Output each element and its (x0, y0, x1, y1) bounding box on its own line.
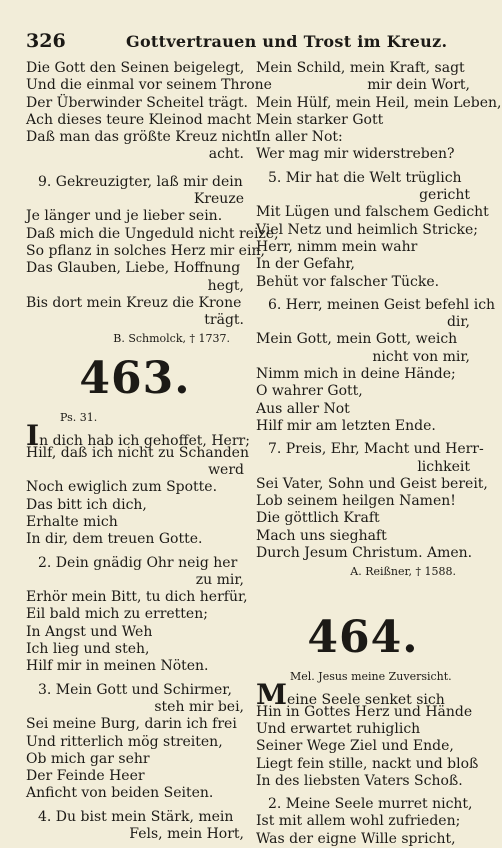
verse-line: Ist mit allem wohl zufrieden; (256, 813, 461, 830)
verse-line: 2. Dein gnädig Ohr neig her (38, 554, 238, 571)
verse-line: 4. Du bist mein Stärk, mein (38, 808, 234, 825)
verse-line: Die göttlich Kraft (256, 510, 380, 527)
verse-line: Erhalte mich (26, 513, 118, 530)
verse-line-overflow: Kreuze (193, 191, 244, 208)
hymn-number: 464. (307, 612, 419, 664)
verse-line: Seiner Wege Ziel und Ende, (256, 738, 454, 755)
verse-line: Aus aller Not (256, 400, 350, 417)
verse-line: n dich hab ich gehoffet, Herr; (39, 433, 250, 450)
verse-line: 2. Meine Seele murret nicht, (268, 796, 473, 813)
verse-line: Mein starker Gott (256, 111, 384, 128)
verse-line: Hin in Gottes Herz und Hände (256, 703, 473, 720)
verse-line: O wahrer Gott, (256, 383, 363, 400)
verse-line: Je länger und je lieber sein. (26, 208, 223, 225)
verse-line: In aller Not: (256, 129, 343, 146)
verse-line: Der Überwinder Scheitel trägt. (26, 94, 249, 111)
verse-line: Sei Vater, Sohn und Geist bereit, (256, 475, 488, 492)
hymn-464-verse-2 (256, 796, 473, 848)
verse-line: Eil bald mich zu erretten; (26, 606, 208, 623)
verse-line: In des liebsten Vaters Schoß. (256, 772, 463, 789)
running-title: Gottvertrauen und Trost im Kreuz. (126, 32, 448, 51)
verse-9 (26, 173, 279, 330)
verse-line-overflow: hegt, (207, 277, 244, 294)
verse-line: Sei meine Burg, darin ich frei (26, 716, 237, 733)
verse-line: Ich lieg und steh, (26, 641, 150, 658)
hymn-463-verse-4-continuation (256, 60, 502, 164)
right-column (256, 60, 502, 848)
verse-line: In dir, dem treuen Gotte. (26, 531, 203, 548)
verse-line: 9. Gekreuzigter, laß mir dein (38, 173, 243, 190)
verse-line: Die Gott den Seinen beigelegt, (26, 60, 245, 76)
verse-line: Mein Gott, mein Gott, weich (256, 331, 458, 348)
verse-line: Und die einmal vor seinem Throne (26, 77, 272, 94)
verse-line-overflow: dir, (446, 314, 470, 331)
verse-line-overflow: mir dein Wort, (367, 77, 470, 94)
hymn-463-verse-7 (256, 441, 488, 562)
hymn-463-verse-2 (26, 554, 248, 676)
verse-line: Hilf mir in meinen Nöten. (26, 658, 209, 675)
verse-line: Hilf, daß ich nicht zu Schanden (26, 444, 249, 461)
verse-line: Anficht von beiden Seiten. (26, 785, 214, 802)
verse-line: In Angst und Weh (26, 623, 153, 640)
verse-line-overflow: gericht (419, 187, 470, 204)
hymn-463-verse-5 (256, 169, 489, 291)
verse-line: Behüt vor falscher Tücke. (256, 273, 440, 290)
author-attribution: A. Reißner, † 1588. (350, 565, 456, 579)
drop-cap: M (256, 678, 287, 712)
verse-line: In der Gefahr, (256, 256, 356, 273)
page-number: 326 (26, 30, 66, 52)
verse-line: Mein Schild, mein Kraft, sagt (256, 60, 465, 76)
verse-line: Erhör mein Bitt, tu dich herfür, (26, 589, 248, 606)
verse-line: Und erwartet ruhiglich (256, 720, 421, 737)
verse-line: Daß mich die Ungeduld nicht reize, (26, 225, 279, 242)
psalm-reference: Ps. 31. (60, 411, 98, 425)
verse-line: Mit Lügen und falschem Gedicht (256, 204, 489, 221)
verse-line: 6. Herr, meinen Geist befehl ich (268, 296, 496, 313)
page-header (26, 30, 466, 54)
verse-line: 3. Mein Gott und Schirmer, (38, 681, 232, 698)
verse-line: Das Glauben, Liebe, Hoffnung (26, 260, 241, 277)
verse-line: Ach dieses teure Kleinod macht (26, 111, 252, 128)
left-column (26, 60, 279, 843)
verse-line: So pflanz in solches Herz mir ein, (26, 242, 265, 259)
verse-line: Lob seinem heilgen Namen! (256, 493, 456, 510)
verse-line-overflow: trägt. (204, 312, 244, 329)
verse-line-overflow: nicht von mir, (372, 348, 470, 365)
verse-line: Nimm mich in deine Hände; (256, 366, 456, 383)
verse-line-overflow: steh mir bei, (154, 698, 244, 715)
hymn-463-verse-1 (26, 419, 250, 548)
verse-line-overflow: lichkeit (417, 458, 470, 475)
verse-line: Noch ewiglich zum Spotte. (26, 479, 218, 496)
verse-line: Viel Netz und heimlich Stricke; (256, 221, 479, 238)
verse-line: Ob mich gar sehr (26, 750, 150, 767)
verse-line: 7. Preis, Ehr, Macht und Herr- (268, 441, 484, 458)
verse-line: Was der eigne Wille spricht, (256, 830, 456, 847)
verse-line: Bis dort mein Kreuz die Krone (26, 294, 242, 311)
hymn-463-verse-3 (26, 682, 244, 803)
verse-line: Und ritterlich mög streiten, (26, 733, 223, 750)
verse-line-overflow: werd (208, 462, 244, 479)
hymn-number: 463. (79, 353, 191, 405)
author-attribution: B. Schmolck, † 1737. (113, 332, 230, 346)
verse-line-overflow: Fels, mein Hort, (129, 825, 244, 842)
verse-line: Liegt fein stille, nackt und bloß (256, 755, 479, 772)
verse-line: Das bitt ich dich, (26, 496, 147, 513)
hymn-463-verse-4 (26, 809, 244, 844)
verse-line: 5. Mir hat die Welt trüglich (268, 169, 462, 186)
verse-8-continuation (26, 60, 272, 164)
drop-cap: I (26, 419, 40, 453)
verse-line: Mein Hülf, mein Heil, mein Leben, (256, 94, 502, 111)
hymn-463-verse-6 (256, 296, 496, 435)
verse-line: Durch Jesum Christum. Amen. (256, 545, 473, 562)
verse-line: Der Feinde Heer (26, 768, 145, 785)
verse-line: Daß man das größte Kreuz nicht (26, 129, 258, 146)
verse-line: Hilf mir am letzten Ende. (256, 417, 436, 434)
verse-line-overflow: acht. (208, 146, 244, 163)
verse-line: Herr, nimm mein wahr (256, 238, 418, 255)
verse-line: Wer mag mir widerstreben? (256, 146, 455, 163)
verse-line: Mach uns sieghaft (256, 527, 387, 544)
melody-reference: Mel. Jesus meine Zuversicht. (290, 670, 452, 684)
hymn-464-verse-1 (256, 678, 479, 790)
verse-line-overflow: zu mir, (195, 571, 244, 588)
verse-line: eine Seele senket sich (287, 692, 445, 709)
